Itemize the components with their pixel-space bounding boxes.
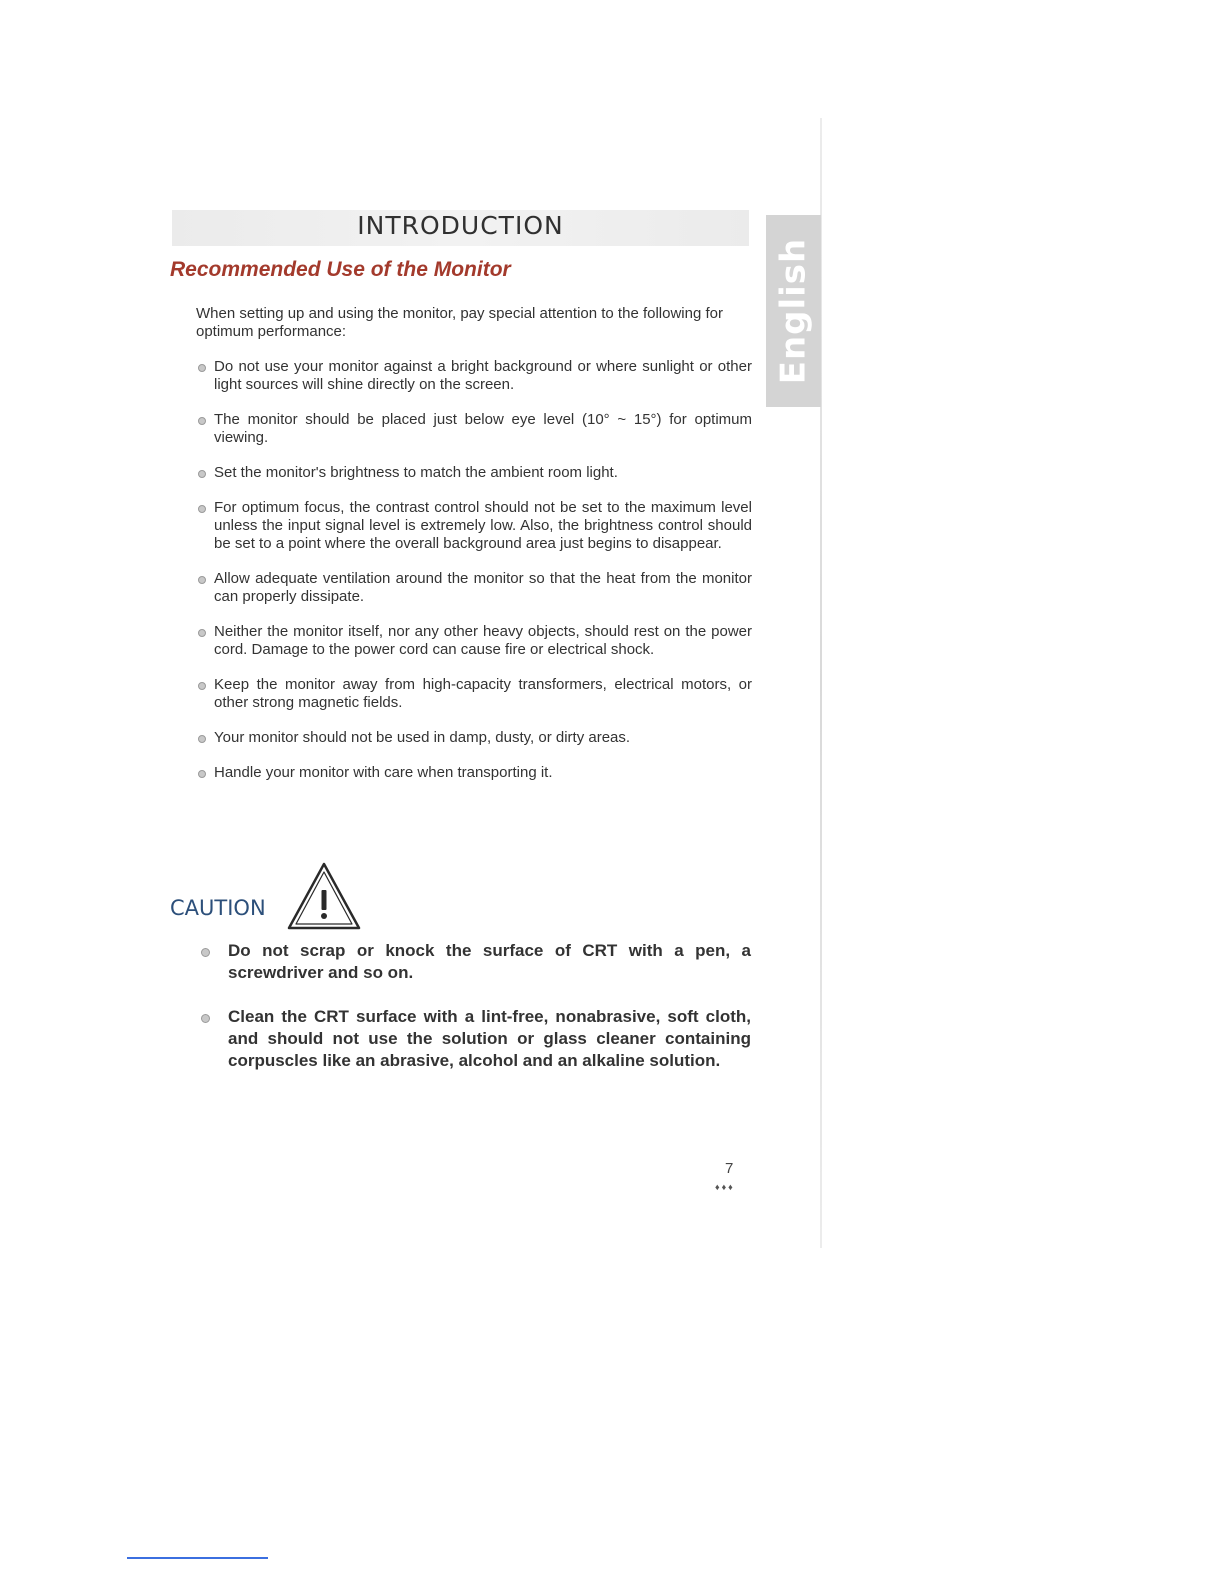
list-item [196,358,752,394]
list-item-text: Clean the CRT surface with a lint-free, nonabrasive, soft cloth, and should not use the solution or glass cleaner containing corpuscles like an abrasive, alcohol and an alkaline solution. [228,1007,751,1070]
bullet-icon [198,735,206,743]
list-item-text: Set the monitor's brightness to match the ambient room light. [214,464,618,481]
list-item-text: Handle your monitor with care when transporting it. [214,764,553,781]
list-item [196,764,752,782]
list-item-text: For optimum focus, the contrast control should not be set to the maximum level unless the input signal level is extremely low. Also, the brightness control should be set to a point where the overall background area just begins to disappear. [214,499,752,552]
list-item [196,676,752,712]
list-item [198,1006,751,1072]
list-item [196,729,752,747]
list-item [198,940,751,984]
list-item-text: Your monitor should not be used in damp, dusty, or dirty areas. [214,729,631,746]
bullet-icon [198,629,206,637]
section-subtitle: Recommended Use of the Monitor [170,258,511,281]
language-tab-label: English [773,237,814,385]
bullet-icon [198,682,206,690]
section-banner [172,210,749,246]
recommendation-list [196,358,752,782]
bullet-icon [201,1014,210,1023]
bullet-icon [198,576,206,584]
bullet-icon [201,948,210,957]
bullet-icon [198,364,206,372]
bullet-icon [198,770,206,778]
list-item [196,499,752,553]
list-item-text: Allow adequate ventilation around the monitor so that the heat from the monitor can properly dissipate. [214,570,752,605]
caution-heading: CAUTION [170,896,266,920]
list-item-text: Do not use your monitor against a bright background or where sunlight or other light sources will shine directly on the screen. [214,358,752,393]
caution-list [198,940,751,1072]
list-item [196,570,752,606]
section-title: INTRODUCTION [357,211,564,240]
warning-triangle-icon [286,860,362,932]
scan-edge-line [127,1557,268,1559]
list-item [196,623,752,659]
page-ornament: ♦♦♦ [715,1182,735,1192]
bullet-icon [198,505,206,513]
list-item [196,464,752,482]
list-item-text: The monitor should be placed just below eye level (10° ~ 15°) for optimum viewing. [214,411,752,446]
bullet-icon [198,470,206,478]
page-number: 7 [725,1160,734,1177]
list-item-text: Neither the monitor itself, nor any other heavy objects, should rest on the power cord. Damage to the power cord can cause fire or electrical shock. [214,623,752,658]
intro-paragraph: When setting up and using the monitor, pay special attention to the following for optimum performance: [196,305,723,340]
language-tab-label-wrap [766,215,821,407]
list-item [196,411,752,447]
bullet-icon [198,417,206,425]
list-item-text: Keep the monitor away from high-capacity transformers, electrical motors, or other strong magnetic fields. [214,676,752,711]
list-item-text: Do not scrap or knock the surface of CRT with a pen, a screwdriver and so on. [228,941,751,982]
